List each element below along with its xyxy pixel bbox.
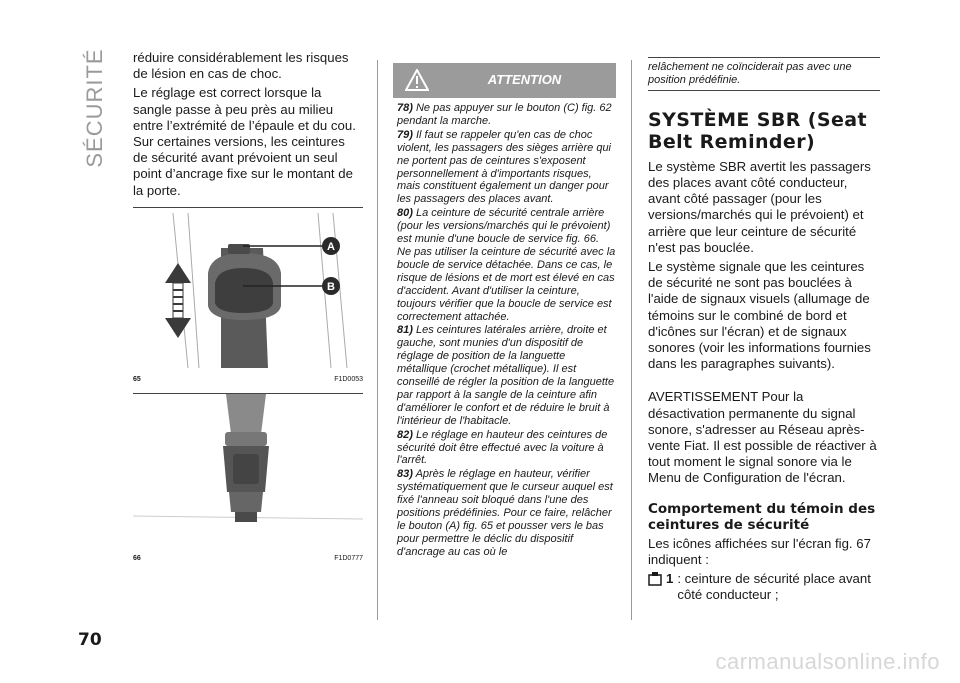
section-title-line-2: Belt Reminder) bbox=[648, 130, 816, 153]
section-title bbox=[648, 109, 880, 153]
figure-66-number: 66 bbox=[133, 555, 141, 562]
attention-item bbox=[397, 207, 616, 323]
icons-intro bbox=[648, 536, 880, 568]
attention-item-text: Les ceintures latérales arrière, droite et gauche, sont munies d'un dispositif de réglage de position de la languette métallique (crochet métallique). Il est conseillé de régler la position de la languette par rapport à la sangle de la ceinture afin d'améliorer le confort et de réduire le bruit à l'intérieur de l'habitacle. bbox=[397, 324, 615, 427]
column-divider-2 bbox=[631, 60, 632, 620]
figure-65-number: 65 bbox=[133, 376, 141, 383]
icons-intro-paragraph: Les icônes affichées sur l'écran fig. 67 indiquent : bbox=[648, 535, 871, 567]
sbr-paragraph-1: Le système SBR avertit les passagers des places avant côté conducteur, avant côté passager (pour les versions/marchés qui le prévoient) et arrière que leur ceinture de sécurité n'est pas bouclée. bbox=[648, 158, 871, 255]
section-tab-label: SÉCURITÉ bbox=[82, 47, 107, 168]
seatbelt-height-adjuster-illustration bbox=[133, 208, 363, 368]
icon-legend-item bbox=[648, 571, 880, 603]
attention-item-number: 83) bbox=[397, 468, 413, 481]
callout-a: A bbox=[327, 241, 335, 253]
figure-65-code: F1D0053 bbox=[334, 376, 363, 383]
attention-title: ATTENTION bbox=[487, 72, 562, 87]
continuation-text: relâchement ne coïnciderait pas avec une position prédéfinie. bbox=[648, 61, 852, 86]
figure-66-code: F1D0777 bbox=[334, 555, 363, 562]
sbr-body bbox=[648, 159, 880, 487]
col1-paragraph-1: réduire considérablement les risques de lésion en cas de choc. bbox=[133, 50, 349, 82]
column-divider-1 bbox=[377, 60, 378, 620]
icon-legend-number: 1 bbox=[666, 571, 674, 587]
callout-b: B bbox=[327, 281, 335, 293]
sbr-warning-paragraph: AVERTISSEMENT Pour la désactivation permanente du signal sonore, s'adresser au Réseau après-vente Fiat. Il est possible de réactiver à tout moment le signal sonore via le Menu de Configuration de l'écran. bbox=[648, 389, 877, 486]
col1-paragraph-2: Le réglage est correct lorsque la sangle passe à peu près au milieu entre l’extrémité de l’épaule et du cou. Sur certaines versions, les ceintures de sécurité avant prévoient un seul point d’ancrage fixe sur le montant de la porte. bbox=[133, 85, 356, 198]
section-tab bbox=[80, 40, 110, 175]
attention-item-number: 79) bbox=[397, 128, 413, 141]
attention-item bbox=[397, 468, 616, 558]
attention-item-text: Il faut se rappeler qu'en cas de choc violent, les passagers des sièges arrière qui ne portent pas de ceintures s'exposent personnellement à d'importants risques, mais constituent également un danger pour les passagers des places avant. bbox=[397, 128, 612, 206]
attention-item-number: 81) bbox=[397, 324, 413, 337]
column-1 bbox=[133, 50, 363, 202]
attention-item bbox=[397, 129, 616, 206]
figure-65-caption bbox=[133, 376, 363, 383]
service-buckle-illustration bbox=[133, 394, 363, 544]
attention-item-text: La ceinture de sécurité centrale arrière (pour les versions/marchés qui le prévoient) est munie d'une boucle de service fig. 66. Ne pas utiliser la ceinture de sécurité avec la boucle de service détachée. Dans ce cas, le risque de lésions et de mort est élevé en cas d'accident. Avant d'utiliser la ceinture, toujours vérifier que la boucle de service est correctement attachée. bbox=[397, 207, 616, 323]
spacer bbox=[648, 375, 880, 389]
attention-item bbox=[397, 324, 616, 427]
section-title-line-1: SYSTÈME SBR (Seat bbox=[648, 108, 867, 131]
column-3 bbox=[648, 57, 880, 603]
icon-legend-text: : ceinture de sécurité place avant côté conducteur ; bbox=[677, 571, 871, 603]
attention-box bbox=[393, 63, 616, 560]
attention-item bbox=[397, 102, 616, 128]
attention-item-text: Le réglage en hauteur des ceintures de sécurité doit être effectué avec la voiture à l'arrêt. bbox=[397, 428, 608, 467]
attention-item-text: Après le réglage en hauteur, vérifier systématiquement que le curseur auquel est fixé l'anneau soit bloqué dans l'une des positions prédéfinies. Pour ce faire, relâcher le bouton (A) fig. 65 et pousser vers le bas pour permettre le déclic du dispositif d'ancrage au cas où le bbox=[397, 468, 613, 558]
down-arrow-icon bbox=[165, 318, 191, 338]
continuation-rule bbox=[648, 90, 880, 91]
attention-continuation bbox=[648, 57, 880, 91]
attention-header bbox=[393, 63, 616, 98]
seat-icon bbox=[648, 572, 662, 586]
attention-item-number: 80) bbox=[397, 207, 413, 220]
attention-item bbox=[397, 429, 616, 468]
up-arrow-icon bbox=[165, 263, 191, 283]
subsection-title-line-2: ceintures de sécurité bbox=[648, 516, 810, 533]
watermark: carmanualsonline.info bbox=[715, 649, 940, 674]
subsection-title-line-1: Comportement du témoin des bbox=[648, 500, 876, 517]
figure-66-caption bbox=[133, 555, 363, 562]
figure-65 bbox=[133, 207, 363, 383]
attention-item-number: 82) bbox=[397, 428, 413, 441]
sbr-paragraph-2: Le système signale que les ceintures de sécurité ne sont pas bouclées à l'aide de signaux visuels (allumage de témoins sur le combiné de bord et d'icônes sur l'écran) et de signaux sonores (voir les informations fournies dans les paragraphes suivants). bbox=[648, 259, 871, 372]
attention-body bbox=[393, 98, 616, 559]
attention-item-number: 78) bbox=[397, 102, 413, 114]
subsection-title bbox=[648, 501, 880, 533]
figure-66 bbox=[133, 393, 363, 562]
attention-item-text: Ne pas appuyer sur le bouton (C) fig. 62 pendant la marche. bbox=[397, 102, 612, 127]
page-number: 70 bbox=[78, 630, 102, 650]
